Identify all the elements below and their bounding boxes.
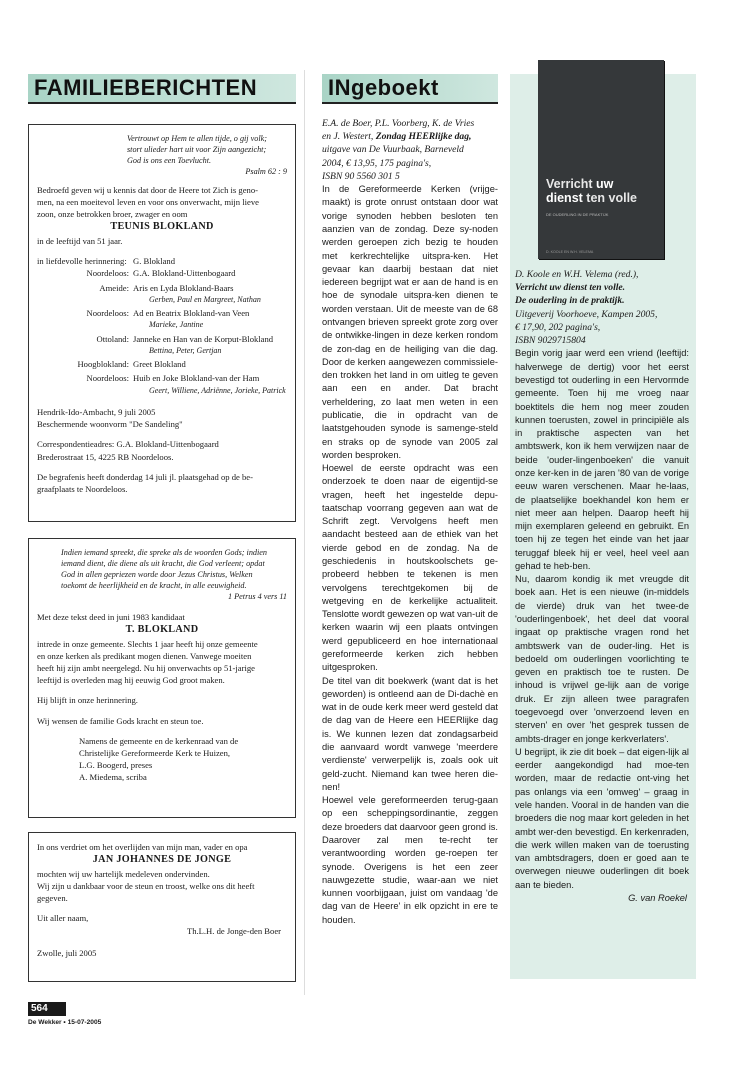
signature-line: Namens de gemeente en de kerkenraad van de (79, 735, 239, 746)
relative-place: Noordeloos: (86, 373, 129, 384)
relative-row (37, 255, 287, 267)
signature-block (37, 735, 287, 784)
book-cover-image (538, 60, 664, 259)
deceased-name: JAN JOHANNES DE JONGE (92, 854, 232, 866)
text-line: heeft hij zijn ambt neergelegd. Nu hij onverwachts op 51-jarige (37, 662, 255, 673)
citation-line: ISBN 90 5560 301 5 (322, 170, 400, 182)
citation-line: 2004, € 13,95, 175 pagina's, (322, 157, 432, 169)
citation-price: € 17,90, 202 pagina's, (515, 321, 601, 333)
intro-line: In ons verdriet om het overlijden van mijn man, vader en opa (37, 842, 248, 852)
deceased-name: TEUNIS BLOKLAND (110, 221, 214, 233)
relative-name: Janneke en Han van de Korput-Blokland (133, 333, 274, 344)
paragraph: Begin vorig jaar werd een vriend (leeftijd: halverwege de dertig) voor het eerst bevestigd tot ouderling in een Hervormde gemeente. Toen hij me vroeg naar boektitels die hem nog meer zouden kunnen toerusten, zowel in principiële als in praktische aspecten van het ambtswerk, kon ik hem verwijzen naar de beide 'ouder-lingenboeken' die vanuit onze ker-ken in de jaren '80 van de vorige eeuw waren verschenen. Maar he-laas, de plaatselijke boekhandel kon hem er niet meer aan helpen. Daarop heeft hij mijn exemplaren geleend en gebruikt. En toen hij ze tegen het einde van het jaar teruggaf bleek hij er veel, heel veel aan gehad te heb-ben. (515, 348, 689, 571)
relative-name: Ad en Beatrix Blokland-van Veen (133, 308, 250, 319)
place-date: Zwolle, juli 2005 (37, 947, 97, 958)
memory-line: Hij blijft in onze herinnering. (37, 695, 138, 706)
text-line: en onze kerken als predikant mogen dienen. Vanwege moeiten (37, 650, 252, 661)
relative-children: Marieke, Jantine (149, 320, 204, 330)
motto (37, 547, 287, 603)
citation-line (322, 130, 498, 143)
signature-line: L.G. Boogerd, preses (79, 760, 153, 771)
book-citation (322, 117, 498, 183)
text-line: zoon, onze betrokken broer, zwager en oom (37, 209, 188, 220)
relative-row (37, 333, 287, 345)
relative-place: Noordeloos: (86, 268, 129, 279)
residence-line: Beschermende woonvorm "De Sandeling" (37, 419, 183, 430)
signature-line: A. Miedema, scriba (79, 772, 147, 783)
obituary-notice-blokland (28, 124, 296, 522)
text-line: Wij zijn u dankbaar voor de steun en troost, welke ons dit heeft (37, 880, 255, 891)
relative-name: G.A. Blokland-Uittenbogaard (133, 268, 236, 279)
relative-place: Ameide: (99, 282, 129, 293)
citation-authors: D. Koole en W.H. Velema (red.), (515, 269, 639, 280)
motto-line: God in allen gepriezen worde door Jezus Christus, Welken (61, 570, 253, 580)
funeral-line: graafplaats te Noordeloos. (37, 484, 128, 494)
motto-line: toekomt de heerlijkheid en de kracht, in alle eeuwigheid. (61, 581, 247, 591)
cover-title-part: uw (596, 177, 614, 191)
relative-row (37, 372, 287, 384)
correspondence-line: Brederostraat 15, 4225 RB Noordeloos. (37, 451, 174, 462)
relatives-list (37, 255, 287, 396)
review-zondag (322, 117, 498, 927)
correspondence-line: Correspondentieadres: G.A. Blokland-Uittenbogaard (37, 439, 219, 450)
paragraph: De titel van dit boekwerk (want dat is het geworden) is ontleend aan de Di-dachè en wat in de oude kerk meer werd gesteld dat de dag van de Heere een HEERlijke dag is. We kunnen lezen dat zondagsarbeid die aanvaard wordt vanwege 'meerdere verdienste' verwerpelijk is, zoals ook uit geld-zucht. Niemand kan twee heren die-nen! (322, 675, 498, 792)
column-divider (304, 70, 305, 995)
paragraph: Nu, daarom kondig ik met vreugde dit boek aan. Het is een nieuwe (in-middels de vierde) druk van het twee-de 'ouderlingenboek', het deel dat vooral ingaat op praktische vragen rond het ambtswerk van de ouder-ling. Het is bedoeld om ouderlingen voorlichting te geven en praktisch toe te rusten. De inhoud is vrijwel ge-lijk aan de vorige druk. Er zijn alleen twee paragrafen toegevoegd over 'onverzoend leven en sterven' en over 'het gesprek tussen de ambts-drager en jonge kerkverlaters'. (515, 574, 689, 744)
cover-subtitle: DE OUDERLING IN DE PRAKTIJK (546, 212, 609, 217)
wish-line: Wij wensen de familie Gods kracht en steun toe. (37, 715, 204, 726)
text-line: Bedroefd geven wij u kennis dat door de Heere tot Zich is geno- (37, 184, 258, 195)
book-subtitle: De ouderling in de praktijk. (515, 295, 625, 307)
signer: Th.L.H. de Jonge-den Boer (186, 925, 281, 936)
ingeboekt-header (322, 74, 498, 104)
relative-name: Huib en Joke Blokland-van der Ham (133, 373, 260, 384)
cover-authors: D. KOOLE EN W.H. VELEMA (546, 250, 594, 254)
motto (37, 133, 287, 178)
cover-title-part: dienst (546, 190, 583, 205)
review-body (515, 347, 689, 905)
relative-name: Aris en Lyda Blokland-Baars (133, 282, 234, 293)
memory-label: in liefdevolle herinnering: (37, 256, 127, 267)
paragraph: U begrijpt, ik zie dit boek – dat eigen-lijk al eerder aangekondigd had moe-ten worden, maar de redactie ont-ving het pas onlangs via een 'omweg' – graag in vele handen. Vooral in de handen van die broeders die nog maar kort geleden in het ambt wer-den bevestigd. En kerkenraden, die werk willen maken van de toerusting van ambtsdragers, doen er goed aan te overwegen nieuwe ouderlingen dit boek aan te bieden. (515, 746, 689, 890)
details (37, 406, 287, 430)
book-citation (515, 268, 689, 347)
relative-row (37, 345, 287, 356)
paragraph: In de Gereformeerde Kerken (vrijge-maakt) is grote onrust ontstaan door wat vorige synoden hebben besloten ten aanzien van de zondag. Deze sy-noden werden geroepen zich bezig te houden met kerkrechtelijke uitspra-ken. Het gevaar kan daarbij bestaan dat niet iedereen begrijpt wat er aan de hand is en hoe de synodale uitspra-ken dienen te worden verstaan. Uit de meeste van de 68 ontvangen brieven spreekt grote zorg over de ontwikke-lingen in deze kerken rondom de zon-dag en de heiliging van die dag. Door de kerken aangewezen commissiele-den trokken het land in om uitleg te geven aan een en ander. Dat bracht verheldering, zo laat men weten in een publicatie, die in opdracht van de laatstgehouden synode is samenge-steld en straks op de synode van 2005 zal worden besproken. (322, 184, 498, 460)
relative-row (37, 307, 287, 319)
book-title: Zondag HEERlijke dag, (375, 131, 472, 143)
relative-row (37, 282, 287, 294)
age-line: in de leeftijd van 51 jaar. (37, 235, 123, 246)
motto-line: God is ons een Toevlucht. (127, 156, 212, 166)
motto-line: stort ulieder hart uit voor Zijn aangezicht; (127, 145, 267, 155)
motto-line: Indien iemand spreekt, die spreke als de woorden Gods; indien (61, 548, 268, 557)
page-number: 564 (28, 1002, 66, 1016)
footer-publication: De Wekker • 15-07-2005 (28, 1019, 102, 1026)
book-title: Verricht uw dienst ten volle. (515, 282, 626, 294)
cover-title-part: ten volle (582, 190, 637, 205)
motto-reference: 1 Petrus 4 vers 11 (228, 592, 287, 602)
familieberichten-header (28, 74, 296, 104)
relative-row (37, 358, 287, 370)
relative-place: Ottoland: (96, 333, 129, 344)
review-ouderling (515, 268, 689, 905)
citation-line: uitgave van De Vuurbaak, Barneveld (322, 144, 464, 156)
citation-authors: en J. Westert, (322, 131, 376, 143)
relative-children: Bettina, Peter, Gertjan (149, 345, 222, 355)
relative-place: Hoogblokland: (77, 359, 129, 370)
funeral-info (37, 471, 287, 495)
motto-line: iemand dient, die diene als uit kracht, die God verleent; opdat (61, 559, 265, 569)
church-notice-blokland (28, 538, 296, 818)
relative-row (37, 267, 287, 279)
citation-isbn: ISBN 9029715804 (515, 335, 586, 347)
relative-children: Gerben, Paul en Margreet, Nathan (149, 294, 261, 304)
text-line: intrede in onze gemeente. Slechts 1 jaar heeft hij onze gemeente (37, 638, 258, 649)
cover-title (546, 178, 637, 206)
paragraph: Hoewel vele gereformeerden terug-gaan op een scheppingsordinantie, zeggen deze broeders dat daarvoor geen grond is. Daarover zal men te-recht ter verantwoording worden ge-roepen ter synode. Overigens is het een zeer nauwgezette studie, waar-aan we niet kunnen voorbijgaan, juist om vandaag 'de dag van de Heere' in elk opzicht in ere te houden. (322, 795, 498, 925)
review-body (322, 183, 498, 927)
date-line: Hendrik-Ido-Ambacht, 9 juli 2005 (37, 406, 156, 417)
closing-line: Uit aller naam, (37, 913, 89, 924)
text-line: mochten wij uw hartelijk medeleven ondervinden. (37, 868, 210, 879)
signature-line: Christelijke Gereformeerde Kerk te Huizen, (79, 748, 231, 758)
paragraph: Hoewel de eerste opdracht was een onderzoek te doen naar de eigentijd-se vragen, heeft het ingestelde depu-taatschap voorrang gegeven aan wat de Schrift zegt. Vervolgens heeft men aandacht besteed aan de ethiek van het vierde gebod en de zondag. Na de geschiedenis in houtskoolschets ge-probeerd hebben te tekenen is men vervolgens terechtgekomen bij de wetgeving en de kerkelijke actualiteit. Tenslotte wordt gewezen op wat van-uit de kerken waarin wij een plaats ontvingen werd gepubliceerd en hoe internationaal gereformeerde kerken zich hebben uitgesproken. (322, 463, 498, 673)
intro-line: Met deze tekst deed in juni 1983 kandidaat (37, 611, 185, 622)
relative-row (37, 294, 287, 305)
body (37, 638, 287, 687)
motto-reference: Psalm 62 : 9 (245, 167, 287, 177)
thank-you-notice-de-jonge (28, 832, 296, 982)
reviewer-signature: G. van Roekel (628, 892, 687, 903)
announcement (37, 184, 287, 221)
relative-children: Geert, Williene, Adriënne, Jorieke, Patrick (149, 385, 286, 395)
citation-publisher: Uitgeverij Voorhoeve, Kampen 2005, (515, 308, 658, 320)
motto-line: Vertrouwt op Hem te allen tijde, o gij volk; (127, 134, 267, 143)
relative-row (37, 385, 287, 396)
section-title: INgeboekt (328, 75, 439, 100)
relative-row (37, 319, 287, 330)
deceased-name: T. BLOKLAND (125, 624, 199, 636)
section-title: FAMILIEBERICHTEN (34, 75, 258, 100)
cover-title-part: Verricht (546, 177, 597, 191)
citation-line: E.A. de Boer, P.L. Voorberg, K. de Vries (322, 118, 475, 129)
text-line: men, na een moeitevol leven en voor ons onverwacht, mijn lieve (37, 197, 259, 208)
funeral-line: De begrafenis heeft donderdag 14 juli jl. plaatsgehad op de be- (37, 471, 253, 482)
text-line: gegeven. (37, 893, 68, 904)
relative-name: Greet Blokland (133, 359, 186, 370)
relative-name: G. Blokland (133, 256, 176, 267)
correspondence (37, 438, 287, 462)
text-line: leeftijd is overleden mag hij eeuwig God groot maken. (37, 675, 225, 686)
relative-place: Noordeloos: (86, 308, 129, 319)
